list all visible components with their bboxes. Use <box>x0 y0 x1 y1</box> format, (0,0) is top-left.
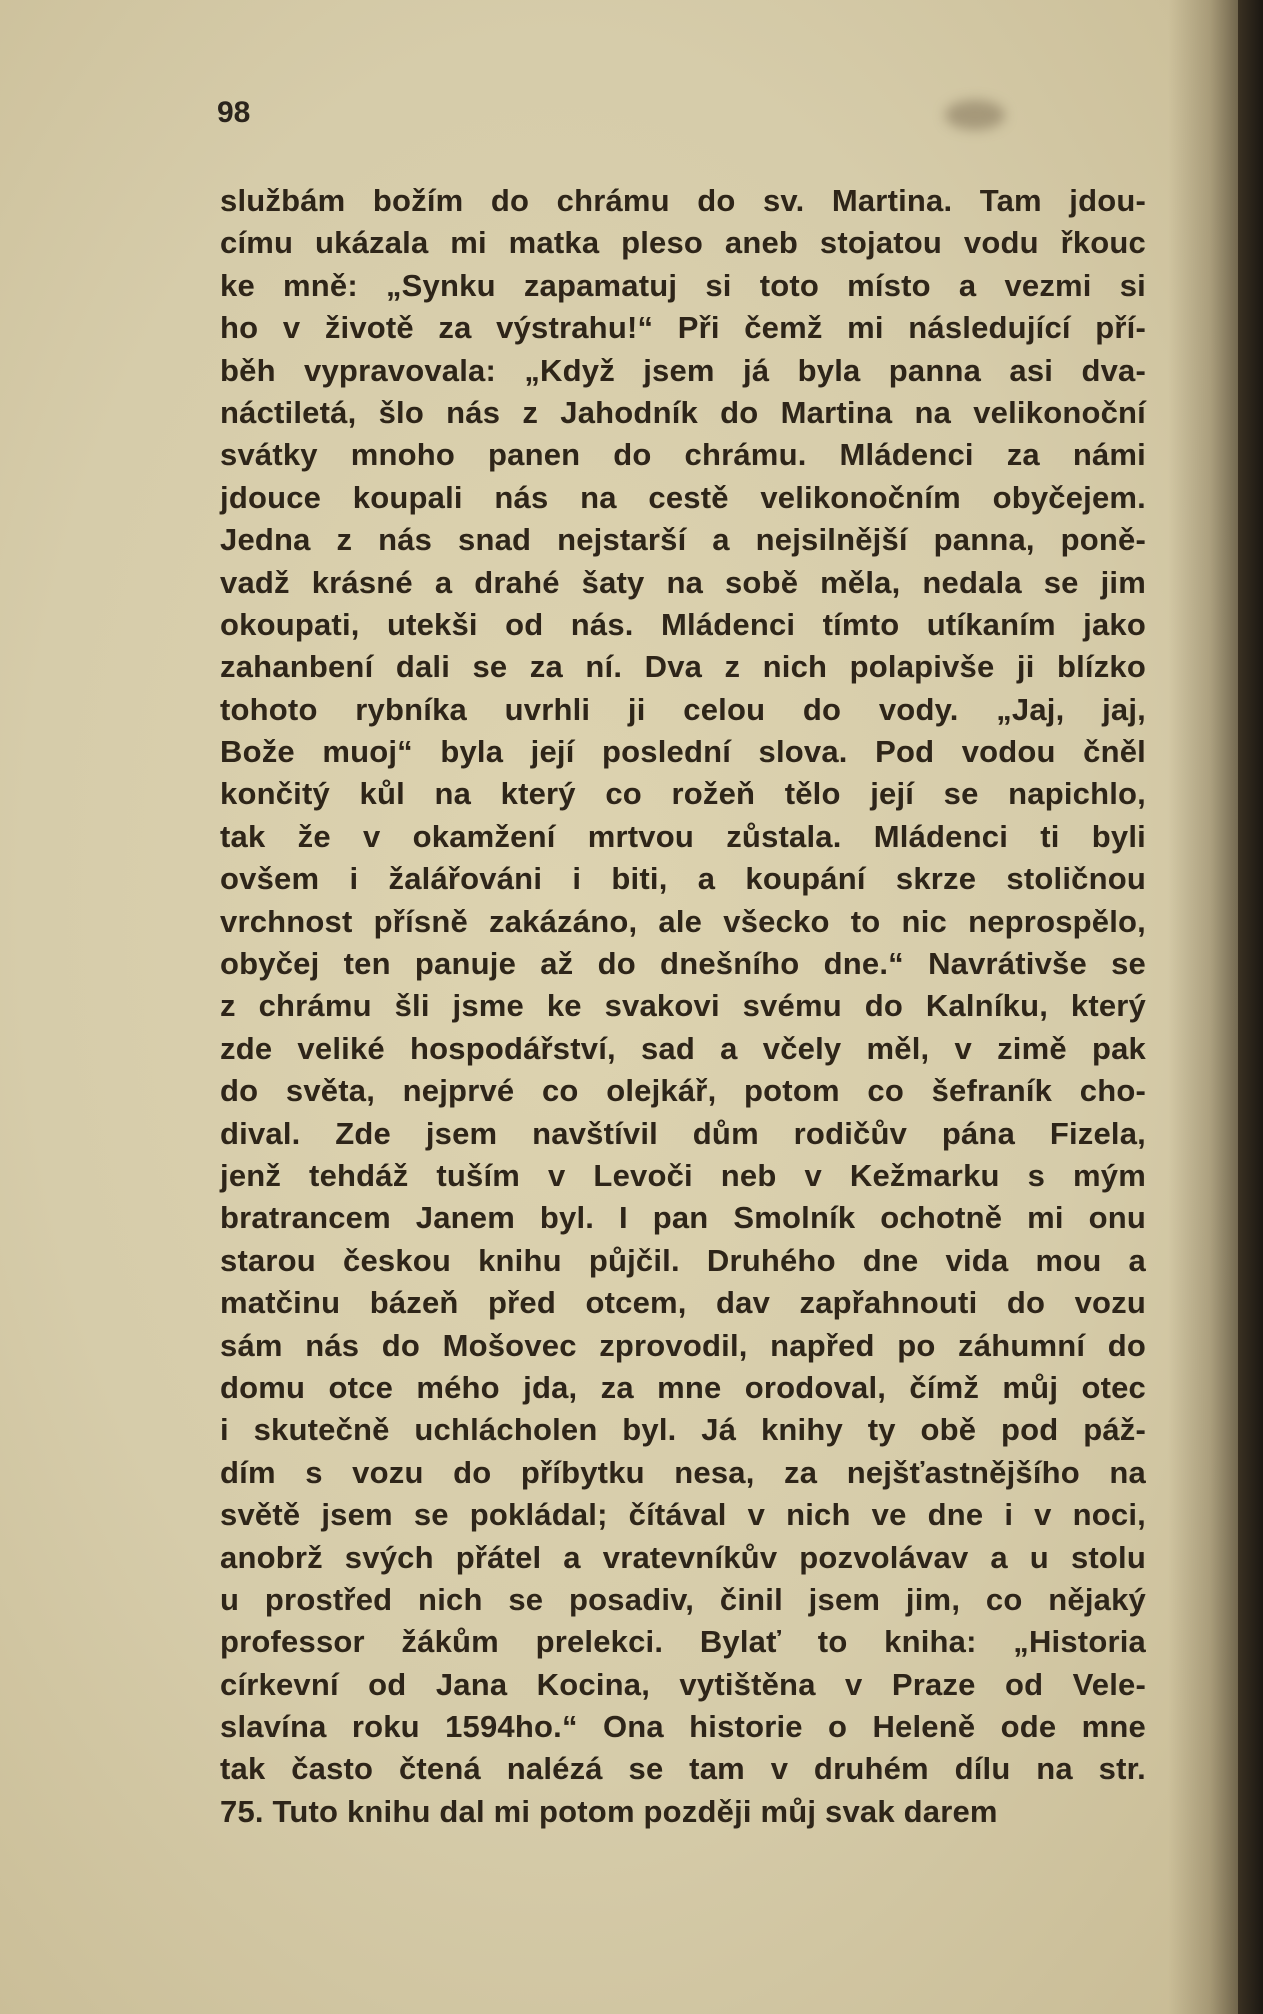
text-line: slavína roku 1594ho.“ Ona historie o Heleně ode mne <box>220 1709 1146 1745</box>
text-line: tohoto rybníka uvrhli ji celou do vody. „Jaj, jaj, <box>220 691 1146 727</box>
text-line: ho v životě za výstrahu!“ Při čemž mi následující pří- <box>220 310 1146 346</box>
text-line: matčinu bázeň před otcem, dav zapřahnouti do vozu <box>220 1285 1146 1321</box>
text-line: u prostřed nich se posadiv, činil jsem jim, co nějaký <box>220 1581 1146 1617</box>
text-line: církevní od Jana Kocina, vytištěna v Praze od Vele- <box>220 1666 1146 1702</box>
text-line: okoupati, utekši od nás. Mládenci tímto utíkaním jako <box>220 606 1146 642</box>
text-line: i skutečně uchlácholen byl. Já knihy ty obě pod páž- <box>220 1412 1146 1448</box>
text-line: professor žákům prelekci. Bylať to kniha: „Historia <box>220 1624 1146 1660</box>
text-line: tak že v okamžení mrtvou zůstala. Mládenci ti byli <box>220 818 1146 854</box>
ink-blot <box>945 100 1005 130</box>
text-line: obyčej ten panuje až do dnešního dne.“ Navrátivše se <box>220 946 1146 982</box>
text-line: dím s vozu do příbytku nesa, za nejšťastnějšího na <box>220 1454 1146 1490</box>
text-line: Bože muoj“ byla její poslední slova. Pod vodou čněl <box>220 734 1146 770</box>
text-line: zahanbení dali se za ní. Dva z nich polapivše ji blízko <box>220 649 1146 685</box>
text-line: jenž tehdáž tuším v Levoči neb v Kežmarku s mým <box>220 1157 1146 1193</box>
text-line: ovšem i žalářováni i biti, a koupání skrze stoličnou <box>220 861 1146 897</box>
text-line: do světa, nejprvé co olejkář, potom co šefraník cho- <box>220 1073 1146 1109</box>
text-line: ke mně: „Synku zapamatuj si toto místo a vezmi si <box>220 267 1146 303</box>
text-line: starou českou knihu půjčil. Druhého dne vida mou a <box>220 1242 1146 1278</box>
text-line: tak často čtená nalézá se tam v druhém dílu na str. <box>220 1751 1146 1787</box>
text-line: 75. Tuto knihu dal mi potom později můj svak darem <box>220 1793 998 1829</box>
text-line: vadž krásné a drahé šaty na sobě měla, nedala se jim <box>220 564 1146 600</box>
body-text <box>220 180 1146 1833</box>
text-line: z chrámu šli jsme ke svakovi svému do Kalníku, který <box>220 988 1146 1024</box>
text-line: bratrancem Janem byl. I pan Smolník ochotně mi onu <box>220 1200 1146 1236</box>
text-line: dival. Zde jsem navštívil dům rodičův pána Fizela, <box>220 1115 1146 1151</box>
text-line: svátky mnoho panen do chrámu. Mládenci za námi <box>220 437 1146 473</box>
text-line: náctiletá, šlo nás z Jahodník do Martina na velikonoční <box>220 394 1146 430</box>
text-line: címu ukázala mi matka pleso aneb stojatou vodu řkouc <box>220 225 1146 261</box>
page-number: 98 <box>217 96 251 129</box>
text-line: běh vypravovala: „Když jsem já byla panna asi dva- <box>220 352 1146 388</box>
book-binding-edge <box>1238 0 1263 2014</box>
text-line: anobrž svých přátel a vratevníkův pozvolávav a u stolu <box>220 1539 1146 1575</box>
text-line: službám božím do chrámu do sv. Martina. Tam jdou- <box>220 183 1146 218</box>
text-line: Jedna z nás snad nejstarší a nejsilnější panna, poně- <box>220 522 1146 558</box>
text-line: světě jsem se pokládal; čítával v nich ve dne i v noci, <box>220 1497 1146 1533</box>
text-line: sám nás do Mošovec zprovodil, napřed po záhumní do <box>220 1327 1146 1363</box>
text-line: jdouce koupali nás na cestě velikonočním obyčejem. <box>220 479 1146 515</box>
text-line: domu otce mého jda, za mne orodoval, čímž můj otec <box>220 1369 1146 1405</box>
text-line: zde veliké hospodářství, sad a včely měl, v zimě pak <box>220 1030 1146 1066</box>
text-line: vrchnost přísně zakázáno, ale všecko to nic neprospělo, <box>220 903 1146 939</box>
text-line: končitý kůl na který co rožeň tělo její se napichlo, <box>220 776 1146 812</box>
